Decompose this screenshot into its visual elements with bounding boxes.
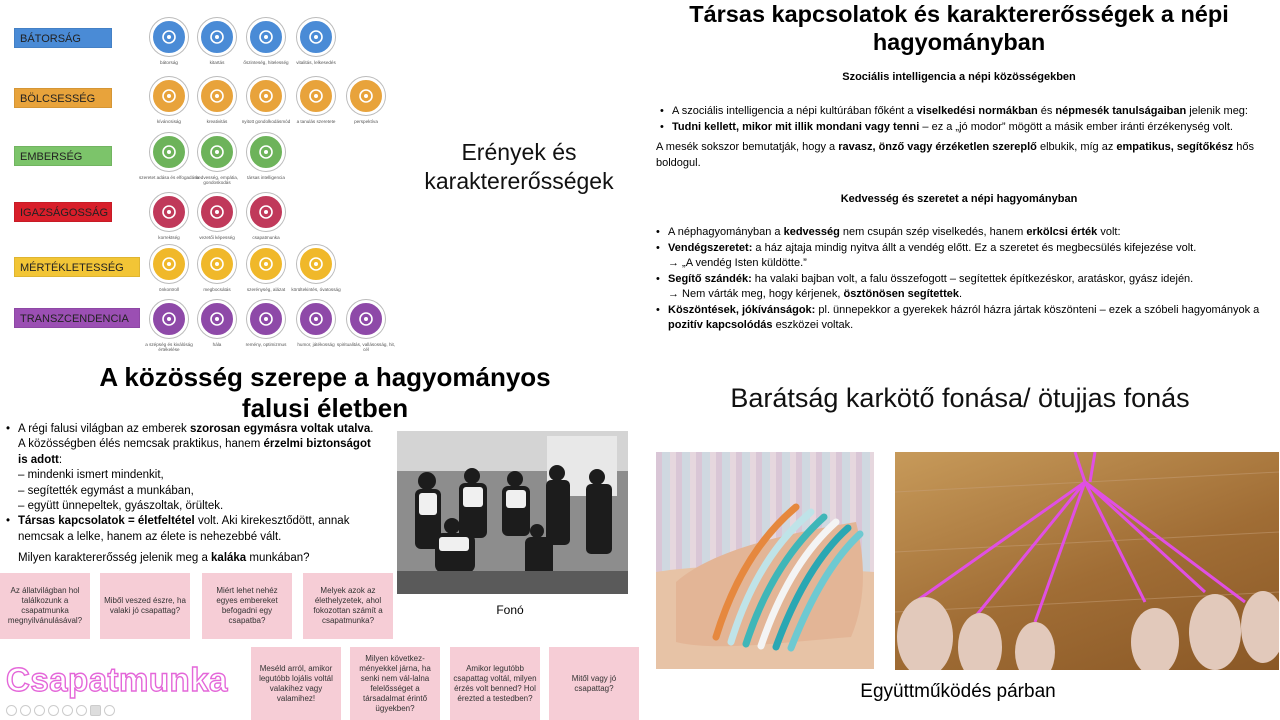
virtue-icon (150, 245, 188, 283)
community-title (40, 362, 610, 424)
fono-photo-illustration (397, 431, 628, 594)
bracelet-title: Barátság karkötő fonása/ ötujjas fonás (730, 383, 1190, 413)
social-title (648, 0, 1270, 56)
virtue-icon-caption: őszinteség, hitelesség (243, 60, 289, 65)
virtue-icon (247, 245, 285, 283)
discussion-card[interactable]: Miért lehet nehéz egyes embereket befogadni egy csapatba? (202, 573, 292, 639)
virtue-icon-caption: nyitott gondolkodásmód (241, 119, 291, 124)
virtue-icon-caption: önkontroll (159, 287, 179, 292)
more-icon[interactable] (104, 705, 115, 716)
prev-icon[interactable] (6, 705, 17, 716)
virtue-icon-caption: kíváncsiság (156, 119, 181, 124)
paragraph-tales: A mesék sokszor bemutatják, hogy a ravasz, önző vagy érzéketlen szereplő elbukik, míg az empatikus, segítőkész hős boldogul. (656, 141, 1254, 169)
bullet-kindness-4: • Köszöntések, jókívánságok: pl. ünnepekkor a gyerekek házról házra jártak köszönteni – ezek a szóbeli hagyományok a pozitív kapcsolódás eszközei voltak. (656, 303, 1276, 334)
virtue-icon (150, 77, 188, 115)
community-line-3: is adott: (18, 453, 63, 466)
braiding-illustration (895, 452, 1279, 670)
kindness-bullets (656, 225, 1276, 334)
virtue-icon (150, 193, 188, 231)
virtues-title (404, 138, 634, 196)
subtitles-icon[interactable] (76, 705, 87, 716)
community-line-5: nemcsak a lelke, hanem az élete is nehezebbé vált. (18, 530, 282, 543)
next-icon[interactable] (20, 705, 31, 716)
zoom-icon[interactable] (62, 705, 73, 716)
subtitle-kindness: Kedvesség és szeretet a népi hagyományban (840, 193, 1078, 205)
virtue-icon-caption: vezetői képesség (199, 235, 235, 240)
virtue-icon-caption: a tanulás szeretete (296, 119, 336, 124)
bullet-social-1: • A szociális intelligencia a népi kultúrában főként a viselkedési normákban és népmesék tanulságaiban jelenik meg: (660, 104, 1248, 120)
virtue-icon (198, 193, 236, 231)
community-dash-2: – segítették egymást a munkában, (18, 484, 194, 497)
community-text (6, 422, 390, 567)
community-dash-1: – mindenki ismert mindenkit, (18, 469, 164, 482)
virtue-icon-caption: vitalitás, lelkesedés (296, 60, 336, 65)
teamwork-wordart: Csapatmunka (6, 661, 228, 698)
bullet-kindness-2: • Vendégszeretet: a ház ajtaja mindig nyitva állt a vendég előtt. Ez a szeretet és megbecsülés kifejezése volt. (656, 241, 1276, 257)
virtue-icon (198, 133, 236, 171)
virtue-label-bolcsesseg: BÖLCSESSÉG (14, 88, 112, 108)
virtue-icon-caption: körültekintés, óvatosság (291, 287, 341, 292)
bracelet-photo (656, 452, 874, 669)
virtue-icon-caption: szeretet adása és elfogadása (139, 175, 200, 180)
virtue-icon-caption: megbocsátás (203, 287, 231, 292)
virtue-icon-caption: korrektség (158, 235, 180, 240)
virtue-icon-caption: csapatmunka (252, 235, 280, 240)
virtue-icon-caption: társas intelligencia (247, 175, 285, 180)
virtue-icon (198, 300, 236, 338)
virtue-label-emberseg: EMBERSÉG (14, 146, 112, 166)
arrow-line-help: → Nem várták meg, hogy kérjenek, ösztönösen segítettek. (668, 288, 963, 300)
community-line-4: • Társas kapcsolatok = életfeltétel volt. Aki kirekesztődött, annak (6, 514, 390, 529)
virtue-icon-caption: perspektíva (354, 119, 378, 124)
virtues-title-line1: Erények és (461, 139, 577, 165)
virtue-label-batorsag: BÁTORSÁG (14, 28, 112, 48)
social-title-line1: Társas kapcsolatok és karaktererősségek a népi (689, 1, 1229, 27)
virtues-title-line2: karaktererősségek (424, 168, 614, 194)
virtue-icon-caption: hála (212, 342, 222, 347)
virtue-icon-caption: remény, optimizmus (245, 342, 287, 347)
virtue-icon (247, 77, 285, 115)
virtue-icon (297, 18, 335, 56)
virtue-label-transzcendencia: TRANSZCENDENCIA (14, 308, 140, 328)
virtue-icon (198, 245, 236, 283)
virtue-label-igazsagossag: IGAZSÁGOSSÁG (14, 202, 112, 222)
subtitle-social-intelligence: Szociális intelligencia a népi közösségekben (842, 71, 1076, 83)
virtue-icon-caption: kedvesség, empátia, gondoskodás (195, 175, 239, 186)
virtue-icon (150, 133, 188, 171)
virtue-icon-caption: bátorság (160, 60, 178, 65)
virtue-icon-caption: humor, játékosság (297, 342, 335, 347)
bullet-kindness-3: • Segítő szándék: ha valaki bajban volt, a falu összefogott – segítettek építkezéskor, aratáskor, gyász idején. (656, 272, 1276, 288)
virtue-icon (247, 18, 285, 56)
community-line-1: • A régi falusi világban az emberek szorosan egymásra voltak utalva. (6, 422, 390, 437)
discussion-card[interactable]: Mitől vagy jó csapattag? (549, 647, 639, 720)
community-dash-3: – együtt ünnepeltek, gyászoltak, örültek. (18, 500, 224, 513)
virtue-icon (297, 245, 335, 283)
discussion-card[interactable]: Az állatvilágban hol találkozunk a csapatmunka megnyilvánulásával? (0, 573, 90, 639)
discussion-card[interactable]: Amikor legutóbb csapattag voltál, milyen érzés volt benned? Hol érezted a testedben? (450, 647, 540, 720)
virtue-icon (198, 77, 236, 115)
bullet-social-2: • Tudni kellett, mikor mit illik mondani vagy tenni – ez a „jó modor” mögött a másik ember iránti érzékenység volt. (660, 120, 1248, 136)
virtue-icon (150, 300, 188, 338)
community-title-line1: A közösség szerepe a hagyományos (99, 362, 551, 392)
arrow-line-guest: → „A vendég Isten küldötte.” (668, 257, 807, 269)
discussion-card[interactable]: Meséld arról, amikor legutóbb lojális voltál valakihez vagy valamihez! (251, 647, 341, 720)
virtue-icon (347, 300, 385, 338)
slides-icon[interactable] (48, 705, 59, 716)
discussion-card[interactable]: Melyek azok az élethelyzetek, ahol fokozottan számít a csapatmunka? (303, 573, 393, 639)
virtue-icon (247, 300, 285, 338)
community-title-line2: falusi életben (241, 393, 409, 423)
social-bullets (660, 104, 1248, 135)
discussion-card[interactable]: Milyen következ-ményekkel járna, ha senki nem vál-lalna felelősséget a társadalmat érintő ügyekben? (350, 647, 440, 720)
virtue-icon-caption: spiritualitás, vallásosság, hit, cél (336, 342, 396, 353)
fono-photo (397, 431, 628, 594)
virtue-icon-caption: szerénység, alázat (246, 287, 286, 292)
kalaka-question: Milyen karaktererősség jelenik meg a kaláka munkában? (18, 552, 310, 565)
virtue-icon-caption: kreativitás (206, 119, 228, 124)
virtue-icon (247, 193, 285, 231)
cooperation-caption: Együttműködés párban (860, 681, 1056, 702)
braiding-photo (895, 452, 1279, 670)
fono-caption: Fonó (496, 603, 524, 617)
virtue-label-mertekletesseg: MÉRTÉKLETESSÉG (14, 257, 140, 277)
virtue-icon (297, 77, 335, 115)
virtue-icon (198, 18, 236, 56)
virtue-icon (297, 300, 335, 338)
pen-icon[interactable] (34, 705, 45, 716)
bullet-kindness-1: • A néphagyományban a kedvesség nem csupán szép viselkedés, hanem erkölcsi érték volt: (656, 225, 1276, 241)
social-title-line2: hagyományban (872, 29, 1046, 55)
community-line-2: A közösségben élés nemcsak praktikus, hanem érzelmi biztonságot (18, 438, 371, 451)
discussion-card[interactable]: Miből veszed észre, ha valaki jó csapattag? (100, 573, 190, 639)
virtue-icon (150, 18, 188, 56)
virtue-icon-caption: a szépség és kiválóság értékelése (145, 342, 193, 353)
virtue-icon-caption: kitartás (209, 60, 225, 65)
virtue-icon (247, 133, 285, 171)
virtue-icon (347, 77, 385, 115)
bracelet-illustration (656, 452, 874, 669)
captions-icon[interactable] (90, 705, 101, 716)
